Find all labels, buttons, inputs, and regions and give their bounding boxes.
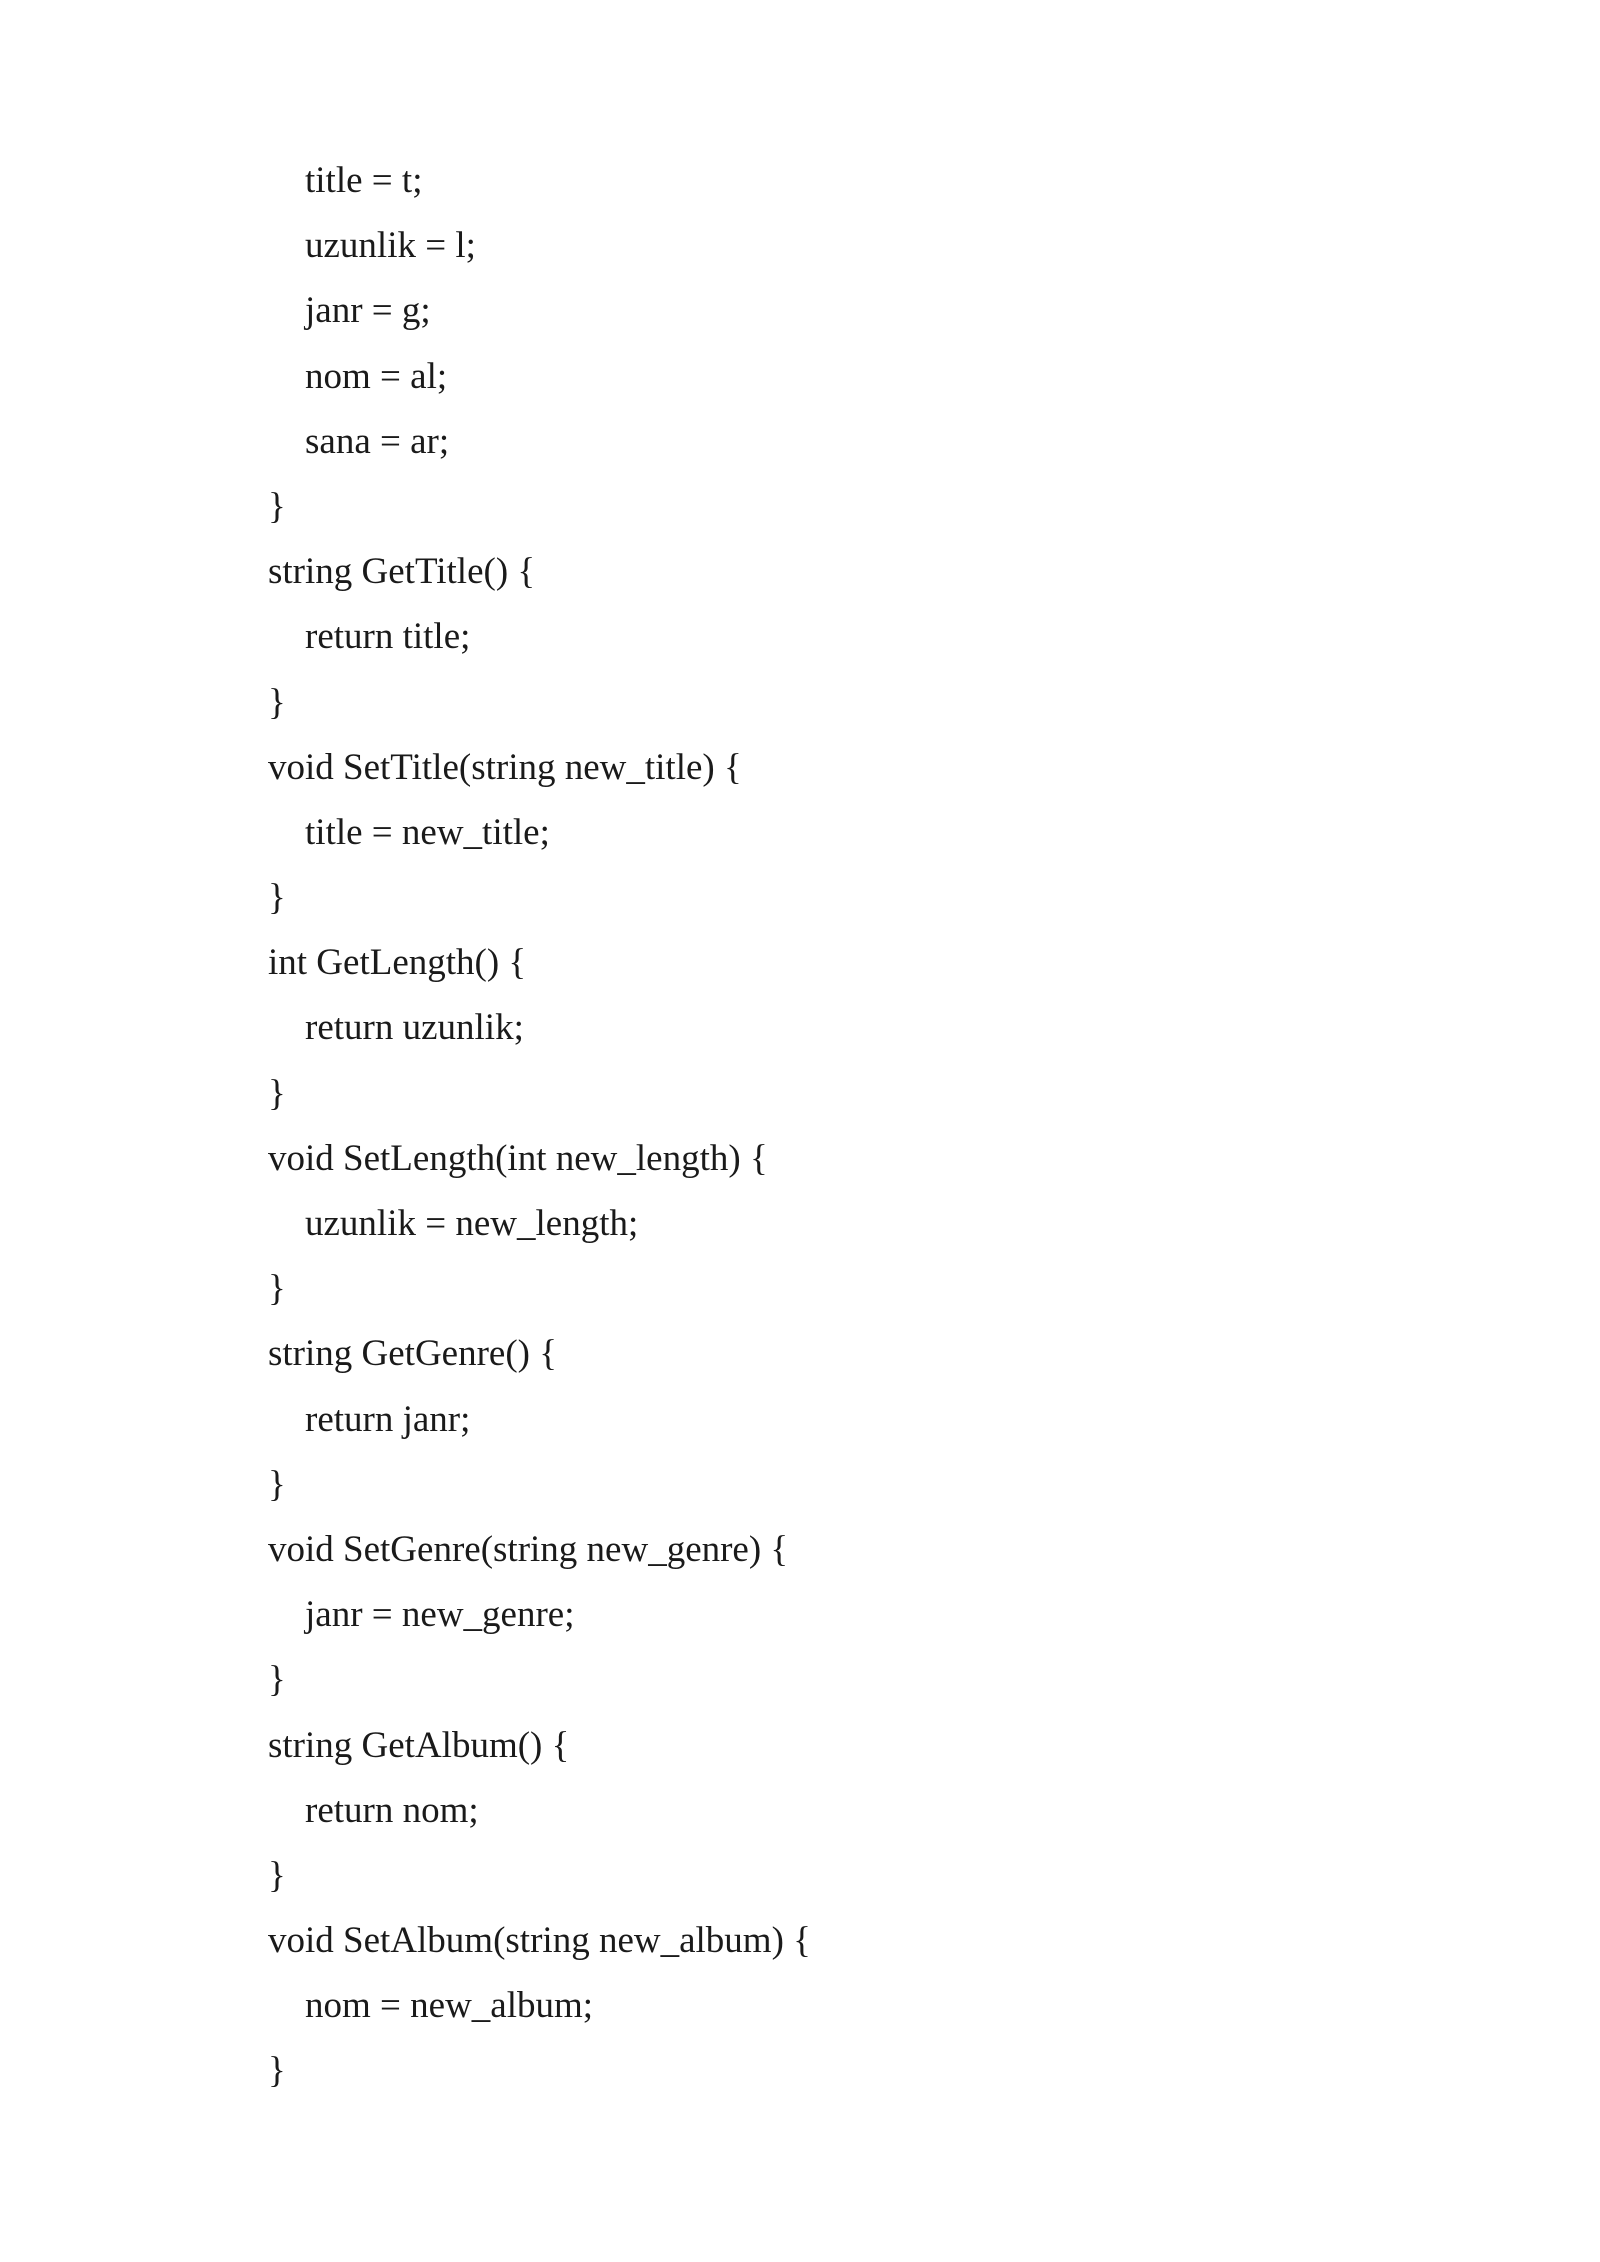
code-line: return uzunlik; (305, 1007, 524, 1049)
code-line: void SetGenre(string new_genre) { (268, 1528, 789, 1570)
code-line: void SetAlbum(string new_album) { (268, 1920, 811, 1962)
code-line: nom = al; (305, 355, 448, 397)
code-line: int GetLength() { (268, 942, 527, 984)
code-line: } (268, 1072, 286, 1114)
code-line: return title; (305, 616, 471, 658)
code-line: } (268, 1463, 286, 1505)
code-line: } (268, 681, 286, 723)
code-line: string GetTitle() { (268, 551, 536, 593)
code-line: return nom; (305, 1789, 479, 1831)
code-line: } (268, 485, 286, 527)
code-line: title = new_title; (305, 811, 550, 853)
code-line: title = t; (305, 160, 423, 201)
code-line: uzunlik = new_length; (305, 1203, 639, 1244)
code-line: } (268, 877, 286, 919)
code-line: janr = new_genre; (305, 1594, 575, 1636)
code-line: nom = new_album; (305, 1985, 594, 2027)
code-line: } (268, 1659, 286, 1701)
code-line: void SetLength(int new_length) { (268, 1137, 768, 1179)
code-line: } (268, 2050, 286, 2092)
code-line: } (268, 1854, 286, 1896)
code-line: uzunlik = l; (305, 225, 476, 267)
code-listing (268, 148, 1368, 2104)
code-line: string GetAlbum() { (268, 1724, 570, 1766)
code-line: janr = g; (305, 290, 431, 332)
code-line: return janr; (305, 1398, 471, 1440)
code-line: void SetTitle(string new_title) { (268, 746, 742, 788)
code-line: sana = ar; (305, 420, 450, 462)
code-line: } (268, 1268, 286, 1310)
code-line: string GetGenre() { (268, 1333, 557, 1375)
